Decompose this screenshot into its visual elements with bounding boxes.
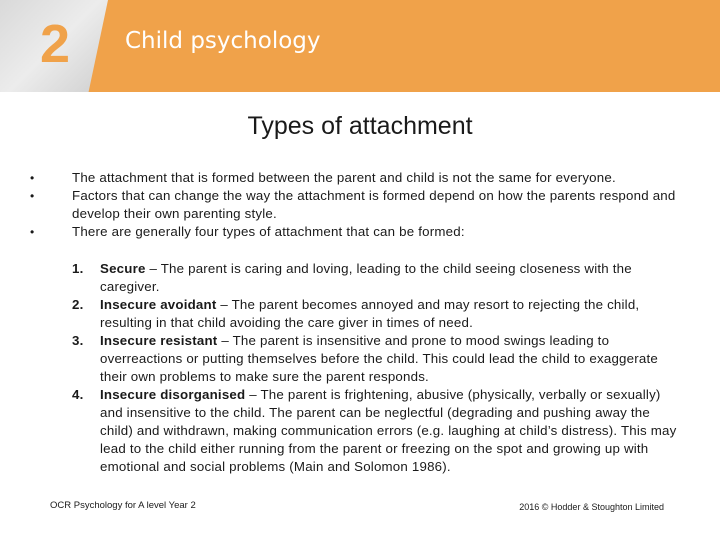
section-title: Child psychology [125, 28, 321, 54]
footer-book-title: OCR Psychology for A level Year 2 [50, 500, 196, 511]
bullet-icon: • [30, 171, 35, 185]
bullet-list [30, 169, 690, 241]
slide-title: Types of attachment [247, 112, 473, 140]
bullet-item [30, 187, 690, 223]
attachment-types-list [72, 260, 684, 476]
item-number: 2. [72, 297, 84, 312]
bullet-item [30, 223, 690, 241]
attachment-type-item [72, 296, 684, 332]
attachment-type-item [72, 260, 684, 296]
attachment-type-term: Secure [100, 261, 146, 276]
attachment-type-description: – The parent is caring and loving, leading to the child seeing closeness with the caregiver. [100, 261, 632, 294]
bullet-icon: • [30, 225, 35, 239]
attachment-type-item [72, 332, 684, 386]
bullet-icon: • [30, 189, 35, 203]
attachment-type-description: – The parent is frightening, abusive (physically, verbally or sexually) and insensitive to the child. The parent can be neglectful (degrading and pushing away the child) and withdrawn, making communication errors (e.g. laughing at child’s distress). This may lead to the child either running from the parent or freezing on the spot and growing up with emotional and social problems (Main and Solomon 1986). [100, 387, 677, 474]
header-band [0, 0, 720, 92]
bullet-text: There are generally four types of attachment that can be formed: [72, 224, 465, 239]
bullet-text: The attachment that is formed between the parent and child is not the same for everyone. [72, 170, 616, 185]
attachment-type-term: Insecure resistant [100, 333, 218, 348]
bullet-text: Factors that can change the way the attachment is formed depend on how the parents respond and develop their own parenting style. [72, 188, 676, 221]
attachment-type-item [72, 386, 684, 476]
footer-copyright: 2016 © Hodder & Stoughton Limited [519, 502, 664, 512]
attachment-type-description: – The parent becomes annoyed and may resort to rejecting the child, resulting in that child avoiding the care giver in times of need. [100, 297, 640, 330]
attachment-type-term: Insecure disorganised [100, 387, 246, 402]
bullet-item [30, 169, 690, 187]
item-number: 4. [72, 387, 84, 402]
attachment-type-term: Insecure avoidant [100, 297, 217, 312]
item-number: 1. [72, 261, 84, 276]
chapter-number: 2 [39, 14, 71, 74]
attachment-type-description: – The parent is insensitive and prone to mood swings leading to overreactions or putting themselves before the child. This could lead the child to exaggerate their own problems to make sure the parent responds. [100, 333, 658, 384]
item-number: 3. [72, 333, 84, 348]
